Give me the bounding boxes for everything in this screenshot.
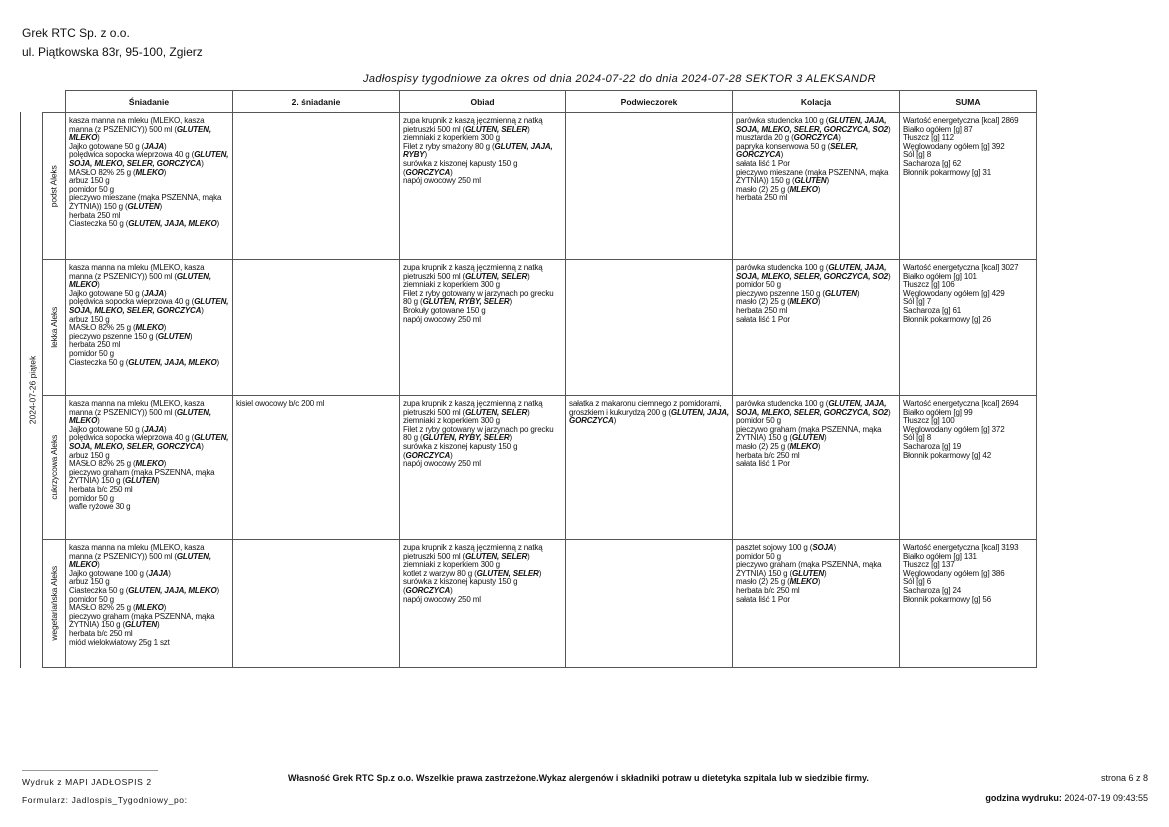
nutrition-line: Tłuszcz [g] 106 (903, 280, 955, 290)
meal-item: herbata 250 ml (69, 340, 121, 350)
meal-item: papryka konserwowa 50 g (SELER, GORCZYCA) (736, 141, 859, 160)
nutrition-line: Białko ogółem [g] 87 (903, 124, 973, 134)
meal-item: Jajko gotowane 50 g (JAJA) (69, 288, 167, 298)
meal-item: sałata liść 1 Por (736, 459, 790, 469)
meal-item: pieczywo pszenne 150 g (GLUTEN) (69, 331, 193, 341)
col-header-sniadanie: Śniadanie (66, 91, 233, 113)
cell-obiad (400, 260, 566, 396)
meal-item: Filet z ryby smażony 80 g (GLUTEN, JAJA, RYBY) (403, 141, 553, 160)
nutrition-line: Wartość energetyczna [kcal] 3193 (903, 543, 1019, 552)
meal-item: Brokuły gotowane 150 g (403, 305, 486, 315)
nutrition-line: Tłuszcz [g] 137 (903, 560, 955, 570)
col-header-suma: SUMA (900, 91, 1037, 113)
meal-item: kotlet z warzyw 80 g (GLUTEN, SELER) (403, 568, 542, 578)
meal-item: ziemniaki z koperkiem 300 g (403, 560, 500, 570)
meal-item: masło (2) 25 g (MLEKO) (736, 297, 821, 307)
nutrition-line: Sacharoza [g] 19 (903, 441, 962, 451)
footer-left (22, 773, 188, 809)
nutrition-line: Sacharoza [g] 24 (903, 585, 962, 595)
nutrition-line: Białko ogółem [g] 131 (903, 551, 977, 561)
document-title: Jadłospisy tygodniowe za okres od dnia 2024-07-22 do dnia 2024-07-28 SEKTOR 3 ALEKSANDR (363, 73, 876, 85)
meal-item: herbata b/c 250 ml (69, 628, 133, 638)
meal-item: arbuz 150 g (69, 314, 110, 324)
meal-item: napój owocowy 250 ml (403, 176, 481, 186)
meal-item: pieczywo graham (mąka PSZENNA, mąka ŻYTNIA) 150 g (GLUTEN) (69, 611, 215, 630)
cell-sniadanie (66, 113, 233, 260)
nutrition-line: Sól [g] 7 (903, 297, 932, 307)
nutrition-line: Sól [g] 8 (903, 150, 932, 160)
cell-obiad (400, 540, 566, 668)
col-header-2-sniadanie: 2. śniadanie (233, 91, 400, 113)
meal-item: MASŁO 82% 25 g (MLEKO) (69, 603, 167, 613)
meal-item: kasza manna na mleku (MLEKO, kasza manna (z PSZENICY)) 500 ml (GLUTEN, MLEKO) (69, 543, 211, 570)
nutrition-line: Węglowodany ogółem [g] 392 (903, 141, 1005, 151)
meal-item: napój owocowy 250 ml (403, 594, 481, 604)
meal-item: MASŁO 82% 25 g (MLEKO) (69, 323, 167, 333)
meal-item: sałata liść 1 Por (736, 158, 790, 168)
meal-item: pieczywo graham (mąka PSZENNA, mąka ŻYTNIA) 150 g (GLUTEN) (736, 560, 882, 578)
meal-item: Jajko gotowane 100 g (JAJA) (69, 568, 171, 578)
meal-item: pomidor 50 g (736, 280, 781, 290)
meal-item: kisiel owocowy b/c 200 ml (236, 399, 325, 408)
meal-item: pomidor 50 g (736, 416, 781, 426)
meal-item: ziemniaki z koperkiem 300 g (403, 133, 500, 143)
cell-obiad (400, 113, 566, 260)
footer-separator (22, 770, 158, 771)
print-time-label: godzina wydruku: (985, 793, 1062, 803)
cell-sniadanie (66, 540, 233, 668)
meal-item: arbuz 150 g (69, 450, 110, 460)
menu-row (43, 540, 1037, 668)
header-blank (43, 91, 66, 113)
meal-item: herbata b/c 250 ml (736, 585, 800, 595)
diet-cell (43, 396, 66, 540)
nutrition-line: Wartość energetyczna [kcal] 3027 (903, 263, 1019, 272)
col-header-podwieczorek: Podwieczorek (566, 91, 733, 113)
meal-item: masło (2) 25 g (MLEKO) (736, 577, 821, 587)
nutrition-line: Błonnik pokarmowy [g] 26 (903, 314, 992, 324)
meal-item: surówka z kiszonej kapusty 150 g (GORCZYCA) (403, 158, 518, 177)
nutrition-line: Białko ogółem [g] 101 (903, 271, 977, 281)
cell-kolacja (733, 396, 900, 540)
meal-item: musztarda 20 g (GORCZYCA) (736, 133, 841, 143)
meal-item: pieczywo mieszane (mąka PSZENNA, mąka ŻYTNIA)) 150 g (GLUTEN) (736, 167, 889, 186)
cell-2-sniadanie (233, 540, 400, 668)
cell-podwieczorek (566, 260, 733, 396)
cell-suma (900, 396, 1037, 540)
meal-item: Ciasteczka 50 g (GLUTEN, JAJA, MLEKO) (69, 585, 220, 595)
nutrition-line: Sól [g] 8 (903, 433, 932, 443)
diet-label: podst Aleks (48, 165, 59, 207)
meal-item: surówka z kiszonej kapusty 150 g (GORCZYCA) (403, 441, 518, 460)
cell-obiad (400, 396, 566, 540)
company-info (22, 24, 203, 62)
meal-item: zupa krupnik z kaszą jęczmienną z natką pietruszki 500 ml (GLUTEN, SELER) (403, 399, 543, 417)
meal-item: napój owocowy 250 ml (403, 314, 481, 324)
date-column (20, 112, 42, 668)
col-header-obiad: Obiad (400, 91, 566, 113)
footer-copyright: Własność Grek RTC Sp.z o.o. Wszelkie prawa zastrzeżone.Wykaz alergenów i składniki potraw u dietetyka szpitala lub w siedzibie firmy. (288, 773, 869, 783)
menu-row (43, 113, 1037, 260)
nutrition-line: Wartość energetyczna [kcal] 2869 (903, 116, 1019, 125)
menu-row (43, 260, 1037, 396)
cell-podwieczorek (566, 113, 733, 260)
cell-2-sniadanie (233, 260, 400, 396)
cell-sniadanie (66, 396, 233, 540)
meal-item: kasza manna na mleku (MLEKO, kasza manna (z PSZENICY)) 500 ml (GLUTEN, MLEKO) (69, 263, 211, 290)
meal-item: pomidor 50 g (69, 348, 114, 358)
meal-item: polędwica sopocka wieprzowa 40 g (GLUTEN, SOJA, MLEKO, SELER, GORCZYCA) (69, 297, 229, 315)
nutrition-line: Węglowodany ogółem [g] 386 (903, 568, 1005, 578)
meal-item: arbuz 150 g (69, 577, 110, 587)
meal-item: pomidor 50 g (69, 493, 114, 503)
diet-label: wegetariańska Aleks (48, 566, 59, 641)
nutrition-line: Wartość energetyczna [kcal] 2694 (903, 399, 1019, 408)
meal-item: sałata liść 1 Por (736, 314, 790, 324)
meal-item: wafle ryżowe 30 g (69, 502, 131, 512)
meal-item: pieczywo graham (mąka PSZENNA, mąka ŻYTNIA) 150 g (GLUTEN) (69, 467, 215, 486)
meal-item: Jajko gotowane 50 g (JAJA) (69, 141, 167, 151)
diet-cell (43, 260, 66, 396)
header-row (43, 91, 1037, 113)
meal-item: pieczywo graham (mąka PSZENNA, mąka ŻYTNIA) 150 g (GLUTEN) (736, 424, 882, 443)
nutrition-line: Tłuszcz [g] 112 (903, 133, 954, 143)
meal-item: MASŁO 82% 25 g (MLEKO) (69, 459, 167, 469)
print-time-value: 2024-07-19 09:43:55 (1064, 793, 1148, 803)
meal-item: kasza manna na mleku (MLEKO, kasza manna (z PSZENICY)) 500 ml (GLUTEN, MLEKO) (69, 399, 211, 426)
company-name: Grek RTC Sp. z o.o. (22, 26, 130, 40)
menu-row (43, 396, 1037, 540)
cell-kolacja (733, 260, 900, 396)
meal-item: pomidor 50 g (736, 551, 781, 561)
meal-item: miód wielokwiatowy 25g 1 szt (69, 637, 170, 647)
meal-item: zupa krupnik z kaszą jęczmienną z natką pietruszki 500 ml (GLUTEN, SELER) (403, 116, 543, 134)
nutrition-line: Tłuszcz [g] 100 (903, 416, 955, 426)
cell-kolacja (733, 540, 900, 668)
meal-item: herbata 250 ml (736, 305, 788, 315)
meal-item: Ciasteczka 50 g (GLUTEN, JAJA, MLEKO) (69, 219, 220, 229)
meal-item: herbata b/c 250 ml (69, 484, 133, 494)
nutrition-line: Węglowodany ogółem [g] 372 (903, 424, 1005, 434)
meal-item: ziemniaki z koperkiem 300 g (403, 416, 500, 426)
meal-item: herbata 250 ml (69, 210, 121, 220)
nutrition-line: Białko ogółem [g] 99 (903, 407, 973, 417)
meal-item: masło (2) 25 g (MLEKO) (736, 184, 821, 194)
meal-item: pieczywo mieszane (mąka PSZENNA, mąka ŻYTNIA)) 150 g (GLUTEN) (69, 193, 222, 211)
footer-form: Formularz: Jadlospis_Tygodniowy_po: (22, 795, 188, 805)
meal-item: zupa krupnik z kaszą jęczmienną z natką pietruszki 500 ml (GLUTEN, SELER) (403, 543, 543, 561)
cell-kolacja (733, 113, 900, 260)
cell-podwieczorek (566, 396, 733, 540)
meal-item: pomidor 50 g (69, 184, 114, 194)
meal-item: pomidor 50 g (69, 594, 114, 604)
company-address: ul. Piątkowska 83r, 95-100, Zgierz (22, 45, 203, 59)
cell-2-sniadanie (233, 113, 400, 260)
cell-2-sniadanie (233, 396, 400, 540)
meal-item: herbata b/c 250 ml (736, 450, 800, 460)
meal-item: Jajko gotowane 50 g (JAJA) (69, 424, 167, 434)
page-number: strona 6 z 8 (1100, 773, 1148, 783)
meal-item: masło (2) 25 g (MLEKO) (736, 441, 821, 451)
menu-table (42, 90, 1037, 668)
meal-item: surówka z kiszonej kapusty 150 g (GORCZYCA) (403, 577, 518, 595)
nutrition-line: Błonnik pokarmowy [g] 31 (903, 167, 992, 177)
meal-item: Ciasteczka 50 g (GLUTEN, JAJA, MLEKO) (69, 357, 220, 367)
nutrition-line: Błonnik pokarmowy [g] 42 (903, 450, 992, 460)
diet-cell (43, 540, 66, 668)
meal-item: parówka studencka 100 g (GLUTEN, JAJA, SOJA, MLEKO, SELER, GORCZYCA, SO2) (736, 263, 891, 281)
print-time (985, 793, 1148, 803)
meal-item: zupa krupnik z kaszą jęczmienną z natką pietruszki 500 ml (GLUTEN, SELER) (403, 263, 543, 281)
cell-suma (900, 540, 1037, 668)
cell-podwieczorek (566, 540, 733, 668)
diet-label: lekka Aleks (48, 307, 59, 348)
meal-item: arbuz 150 g (69, 176, 110, 186)
col-header-kolacja: Kolacja (733, 91, 900, 113)
meal-item: kasza manna na mleku (MLEKO, kasza manna (z PSZENICY)) 500 ml (GLUTEN, MLEKO) (69, 116, 211, 143)
footer-program: Wydruk z MAPI JADŁOSPIS 2 (22, 777, 152, 787)
meal-item: parówka studencka 100 g (GLUTEN, JAJA, SOJA, MLEKO, SELER, GORCZYCA, SO2) (736, 399, 891, 417)
meal-item: parówka studencka 100 g (GLUTEN, JAJA, SOJA, MLEKO, SELER, GORCZYCA, SO2) (736, 116, 891, 134)
diet-cell (43, 113, 66, 260)
cell-suma (900, 113, 1037, 260)
nutrition-line: Sacharoza [g] 61 (903, 305, 962, 315)
meal-item: MASŁO 82% 25 g (MLEKO) (69, 167, 167, 177)
nutrition-line: Węglowodany ogółem [g] 429 (903, 288, 1005, 298)
meal-item: polędwica sopocka wieprzowa 40 g (GLUTEN, SOJA, MLEKO, SELER, GORCZYCA) (69, 150, 229, 168)
nutrition-line: Sacharoza [g] 62 (903, 158, 962, 168)
meal-item: pasztet sojowy 100 g (SOJA) (736, 543, 837, 552)
diet-label: cukrzycowa Aleks (48, 435, 59, 500)
meal-item: Filet z ryby gotowany w jarzynach po grecku 80 g (GLUTEN, RYBY, SELER) (403, 424, 554, 443)
meal-item: napój owocowy 250 ml (403, 459, 481, 469)
meal-item: pieczywo pszenne 150 g (GLUTEN) (736, 288, 860, 298)
meal-item: polędwica sopocka wieprzowa 40 g (GLUTEN, SOJA, MLEKO, SELER, GORCZYCA) (69, 433, 229, 451)
cell-suma (900, 260, 1037, 396)
meal-item: ziemniaki z koperkiem 300 g (403, 280, 500, 290)
nutrition-line: Sól [g] 6 (903, 577, 932, 587)
date-label: 2024-07-26 piątek (27, 355, 37, 425)
cell-sniadanie (66, 260, 233, 396)
meal-item: sałatka z makaronu ciemnego z pomidorami, groszkiem i kukurydzą 200 g (GLUTEN, JAJA, GORCZYCA) (569, 399, 729, 426)
meal-item: Filet z ryby gotowany w jarzynach po grecku 80 g (GLUTEN, RYBY, SELER) (403, 288, 554, 307)
meal-item: herbata 250 ml (736, 193, 788, 203)
meal-item: sałata liść 1 Por (736, 594, 790, 604)
nutrition-line: Błonnik pokarmowy [g] 56 (903, 594, 992, 604)
